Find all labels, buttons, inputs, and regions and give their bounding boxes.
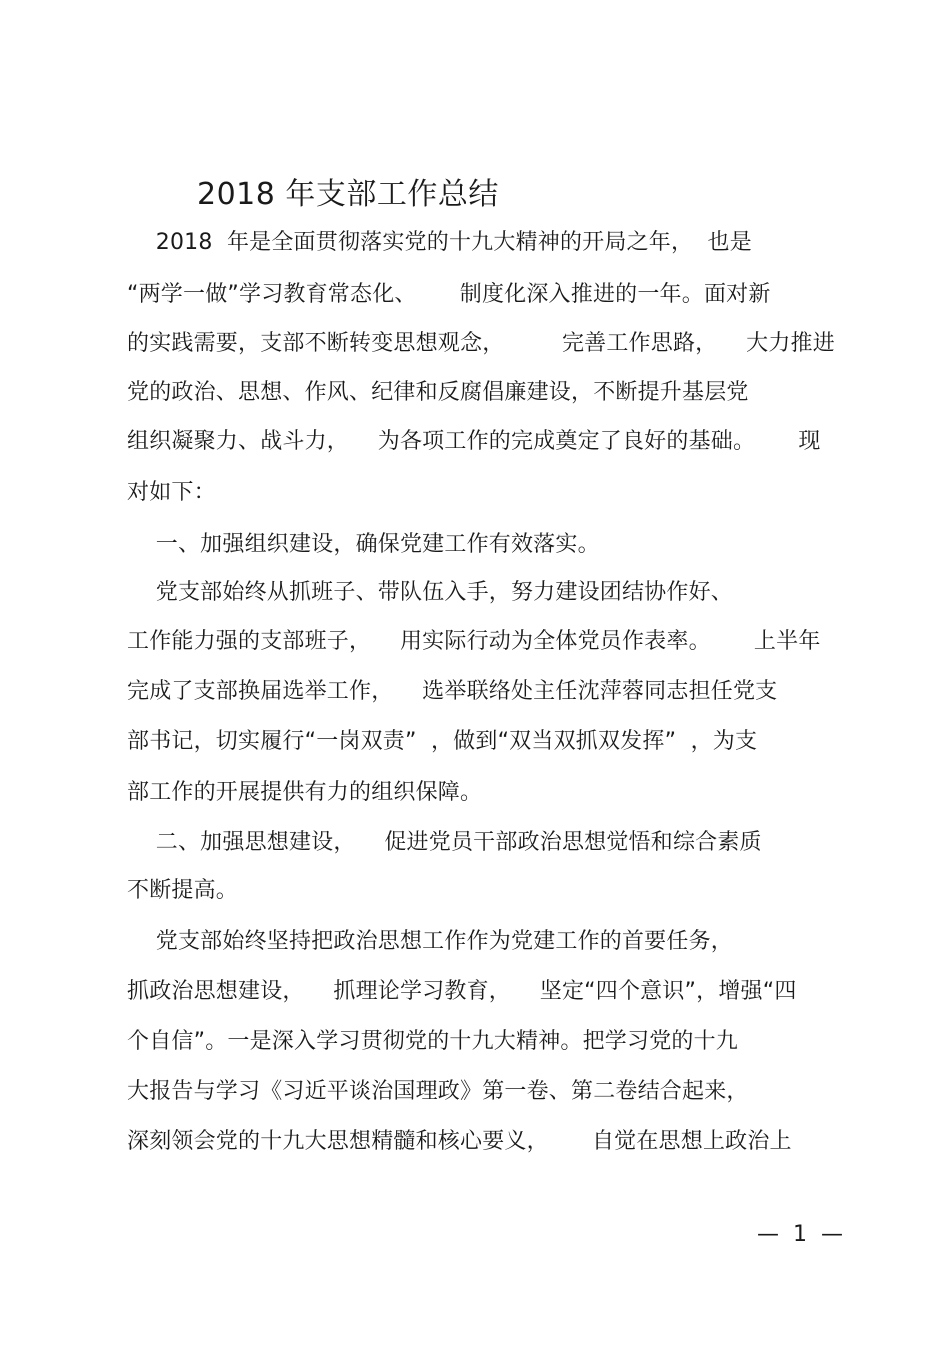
document-title: 2018 年支部工作总结 [197, 177, 499, 212]
section-heading: 二、加强思想建设， 促进党员干部政治思想觉悟和综合素质 [127, 830, 762, 855]
page-number: — 1 — [757, 1222, 843, 1247]
text-line: 的实践需要，支部不断转变思想观念， 完善工作思路， 大力推进 [127, 331, 835, 356]
text-line: 对如下： [127, 480, 216, 505]
text-line: 大报告与学习《习近平谈治国理政》第一卷、第二卷结合起来， [127, 1079, 749, 1104]
text-line: “两学一做”学习教育常态化、 制度化深入推进的一年。面对新 [127, 282, 771, 307]
text-line: 不断提高。 [127, 878, 239, 903]
text-line: 完成了支部换届选举工作， 选举联络处主任沈萍蓉同志担任党支 [127, 679, 778, 704]
section-heading: 一、加强组织建设，确保党建工作有效落实。 [127, 532, 600, 557]
text-line: 深刻领会党的十九大思想精髓和核心要义， 自觉在思想上政治上 [127, 1129, 792, 1154]
text-line: 抓政治思想建设， 抓理论学习教育， 坚定“四个意识”，增强“四 [127, 979, 797, 1004]
text-line: 个自信”。一是深入学习贯彻党的十九大精神。把学习党的十九 [127, 1029, 738, 1054]
text-line: 党支部始终从抓班子、带队伍入手，努力建设团结协作好、 [127, 580, 733, 605]
text-line: 党支部始终坚持把政治思想工作作为党建工作的首要任务， [127, 929, 733, 954]
text-line: 2018 年是全面贯彻落实党的十九大精神的开局之年， 也是 [127, 230, 752, 255]
text-line: 工作能力强的支部班子， 用实际行动为全体党员作表率。 上半年 [127, 629, 821, 654]
text-line: 党的政治、思想、作风、纪律和反腐倡廉建设，不断提升基层党 [127, 380, 749, 405]
text-line: 部书记，切实履行“一岗双责” ，做到“双当双抓双发挥” ，为支 [127, 729, 758, 754]
text-line: 部工作的开展提供有力的组织保障。 [127, 780, 483, 805]
text-line: 组织凝聚力、战斗力， 为各项工作的完成奠定了良好的基础。 现 [127, 429, 821, 454]
